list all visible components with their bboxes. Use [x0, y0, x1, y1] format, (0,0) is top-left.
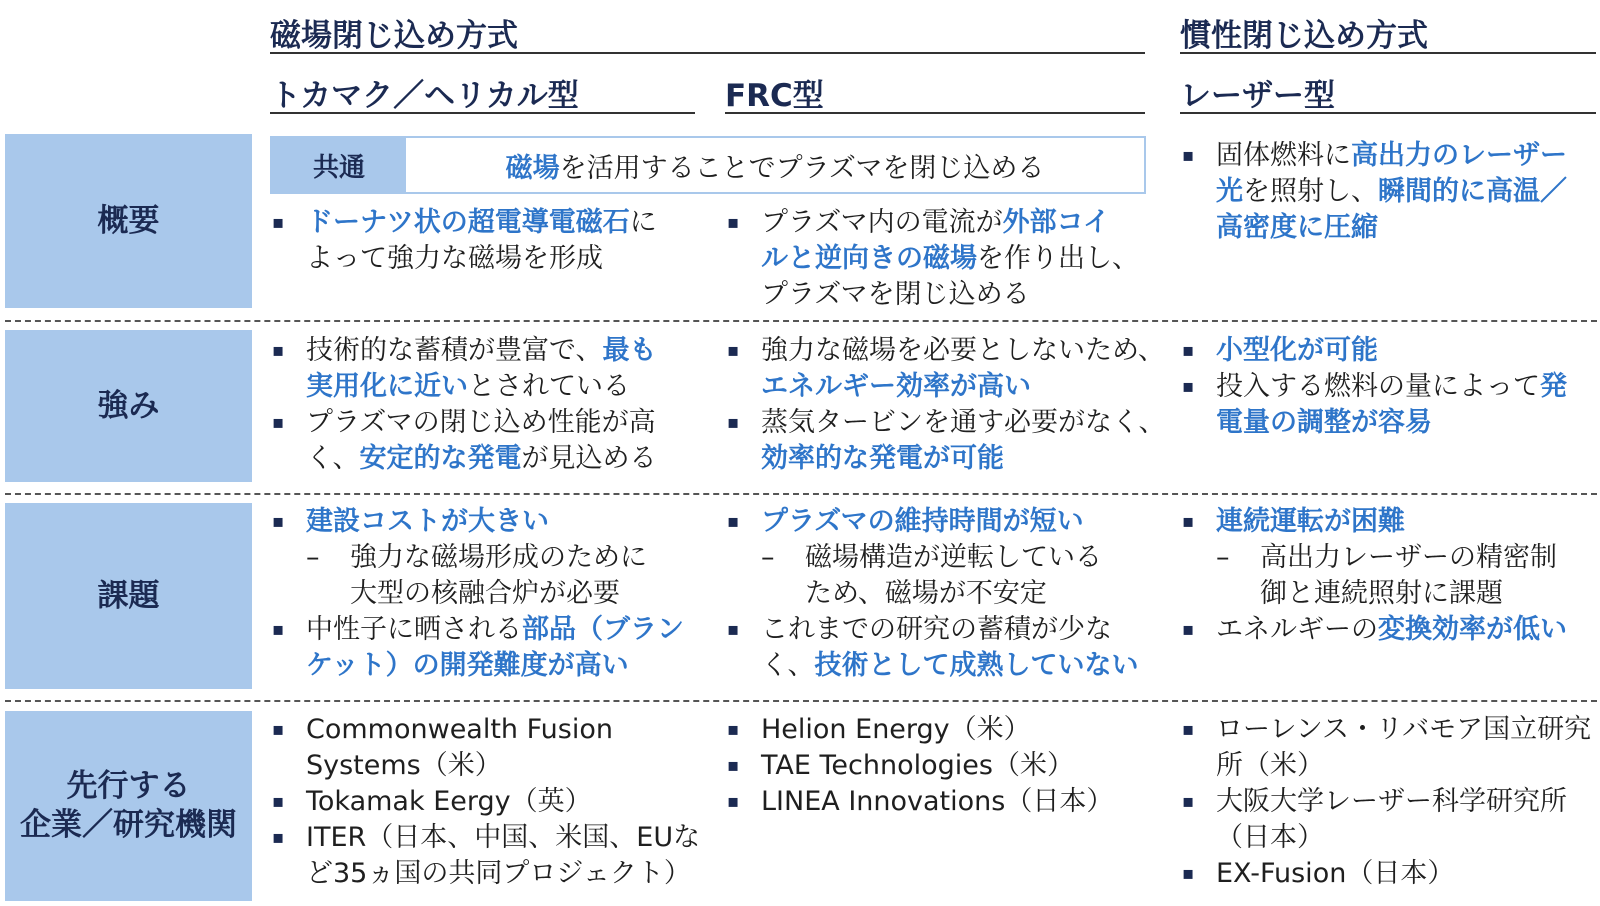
list-item: ▪ ドーナツ状の超電導電磁石に よって強力な磁場を形成	[272, 207, 657, 274]
bullet-icon: ▪	[1182, 511, 1195, 532]
common-box	[270, 136, 1146, 194]
list-item: ▪ Helion Energy（米）	[725, 712, 1165, 748]
list-item: ▪ プラズマ内の電流が外部コイ ルと逆向きの磁場を作り出し、 プラズマを閉じ込める	[727, 207, 1139, 310]
dash-icon: –	[761, 542, 775, 573]
list-item: ▪ ローレンス・リバモア国立研究 所（米）	[1182, 714, 1592, 781]
bullet-icon: ▪	[272, 719, 285, 740]
sub-list-item: – 強力な磁場形成のために 大型の核融合炉が必要	[306, 542, 647, 609]
header-frc-underline	[725, 112, 1145, 114]
header-inertial-underline	[1180, 52, 1596, 54]
common-text: 磁場 を活用することでプラズマを閉じ込める	[505, 152, 1045, 184]
bullet-icon: ▪	[727, 340, 740, 361]
list-item: ▪ 固体燃料に高出力のレーザー 光を照射し、瞬間的に高温／ 高密度に圧縮	[1182, 140, 1567, 243]
bullet-icon: ▪	[272, 827, 285, 848]
bullet-icon: ▪	[727, 511, 740, 532]
issues-laser	[1180, 504, 1596, 648]
bullet-icon: ▪	[272, 340, 285, 361]
header-laser: レーザー型	[1180, 78, 1335, 114]
list-item: ▪ 建設コストが大きい	[270, 504, 710, 540]
list-item: ▪ 小型化が可能	[1180, 333, 1596, 369]
dash-icon: –	[306, 542, 320, 573]
row-label-strengths: 強み	[5, 330, 252, 482]
row-label-overview: 概要	[5, 134, 252, 308]
bullet-icon: ▪	[1182, 619, 1195, 640]
common-tag: 共通	[272, 138, 406, 192]
bullet-icon: ▪	[1182, 791, 1195, 812]
list-item: ▪ 大阪大学レーザー科学研究所 （日本）	[1182, 786, 1567, 853]
row-label-companies: 先行する 企業／研究機関	[5, 711, 252, 901]
strengths-laser	[1180, 333, 1596, 441]
companies-tokamak	[270, 712, 710, 892]
row-label-issues: 課題	[5, 503, 252, 689]
list-item: ▪ これまでの研究の蓄積が少な く、技術として成熟していない	[727, 614, 1139, 681]
list-item: ▪ プラズマの維持時間が短い	[725, 504, 1165, 540]
bullet-icon: ▪	[272, 619, 285, 640]
header-tokamak-helical: トカマク／ヘリカル型	[270, 78, 579, 114]
sub-list-item: – 高出力レーザーの精密制 御と連続照射に課題	[1216, 542, 1557, 609]
bullet-icon: ▪	[1182, 719, 1195, 740]
bullet-icon: ▪	[1182, 145, 1195, 166]
dash-icon: –	[1216, 542, 1230, 573]
list-item: ▪ TAE Technologies（米）	[725, 748, 1165, 784]
bullet-icon: ▪	[272, 511, 285, 532]
list-item: ▪ エネルギーの変換効率が低い	[1180, 612, 1596, 648]
bullet-icon: ▪	[1182, 863, 1195, 884]
issues-frc	[725, 504, 1165, 684]
list-item: ▪ Tokamak Eergy（英）	[270, 784, 710, 820]
overview-frc	[725, 205, 1165, 313]
list-item: ▪ 連続運転が困難	[1180, 504, 1596, 540]
header-inertial-confinement: 慣性閉じ込め方式	[1180, 18, 1428, 54]
bullet-icon: ▪	[1182, 376, 1195, 397]
list-item: ▪ ITER（日本、中国、米国、EUな ど35ヵ国の共同プロジェクト）	[272, 822, 701, 889]
list-item: ▪ プラズマの閉じ込め性能が高 く、安定的な発電が見込める	[272, 407, 657, 474]
list-item: ▪ 投入する燃料の量によって発 電量の調整が容易	[1182, 371, 1567, 438]
bullet-icon: ▪	[727, 791, 740, 812]
bullet-icon: ▪	[727, 212, 740, 233]
overview-laser	[1180, 138, 1596, 246]
row-separator	[5, 493, 1597, 495]
strengths-frc	[725, 333, 1165, 477]
bullet-icon: ▪	[727, 719, 740, 740]
row-separator	[5, 700, 1597, 702]
row-separator	[5, 320, 1597, 322]
bullet-icon: ▪	[727, 755, 740, 776]
bullet-icon: ▪	[272, 791, 285, 812]
bullet-icon: ▪	[272, 412, 285, 433]
list-item: ▪ EX-Fusion（日本）	[1180, 856, 1596, 892]
bullet-icon: ▪	[727, 619, 740, 640]
bullet-icon: ▪	[272, 212, 285, 233]
list-item: ▪ 蒸気タービンを通す必要がなく、 効率的な発電が可能	[727, 407, 1166, 474]
bullet-icon: ▪	[1182, 340, 1195, 361]
list-item: ▪ Commonwealth Fusion Systems（米）	[272, 714, 613, 781]
companies-frc	[725, 712, 1165, 820]
header-tokamak-underline	[270, 112, 695, 114]
companies-laser	[1180, 712, 1596, 892]
list-item: ▪ LINEA Innovations（日本）	[725, 784, 1165, 820]
header-magnetic-underline	[270, 52, 1145, 54]
header-laser-underline	[1180, 112, 1596, 114]
list-item: ▪ 強力な磁場を必要としないため、 エネルギー効率が高い	[727, 335, 1165, 402]
issues-tokamak	[270, 504, 710, 684]
sub-list-item: – 磁場構造が逆転している ため、磁場が不安定	[761, 542, 1102, 609]
bullet-icon: ▪	[727, 412, 740, 433]
header-magnetic-confinement: 磁場閉じ込め方式	[270, 18, 518, 54]
overview-tokamak	[270, 205, 710, 277]
strengths-tokamak	[270, 333, 710, 477]
list-item: ▪ 中性子に晒される部品（ブラン ケット）の開発難度が高い	[272, 614, 684, 681]
header-frc: FRC型	[725, 78, 824, 114]
list-item: ▪ 技術的な蓄積が豊富で、最も 実用化に近いとされている	[272, 335, 657, 402]
